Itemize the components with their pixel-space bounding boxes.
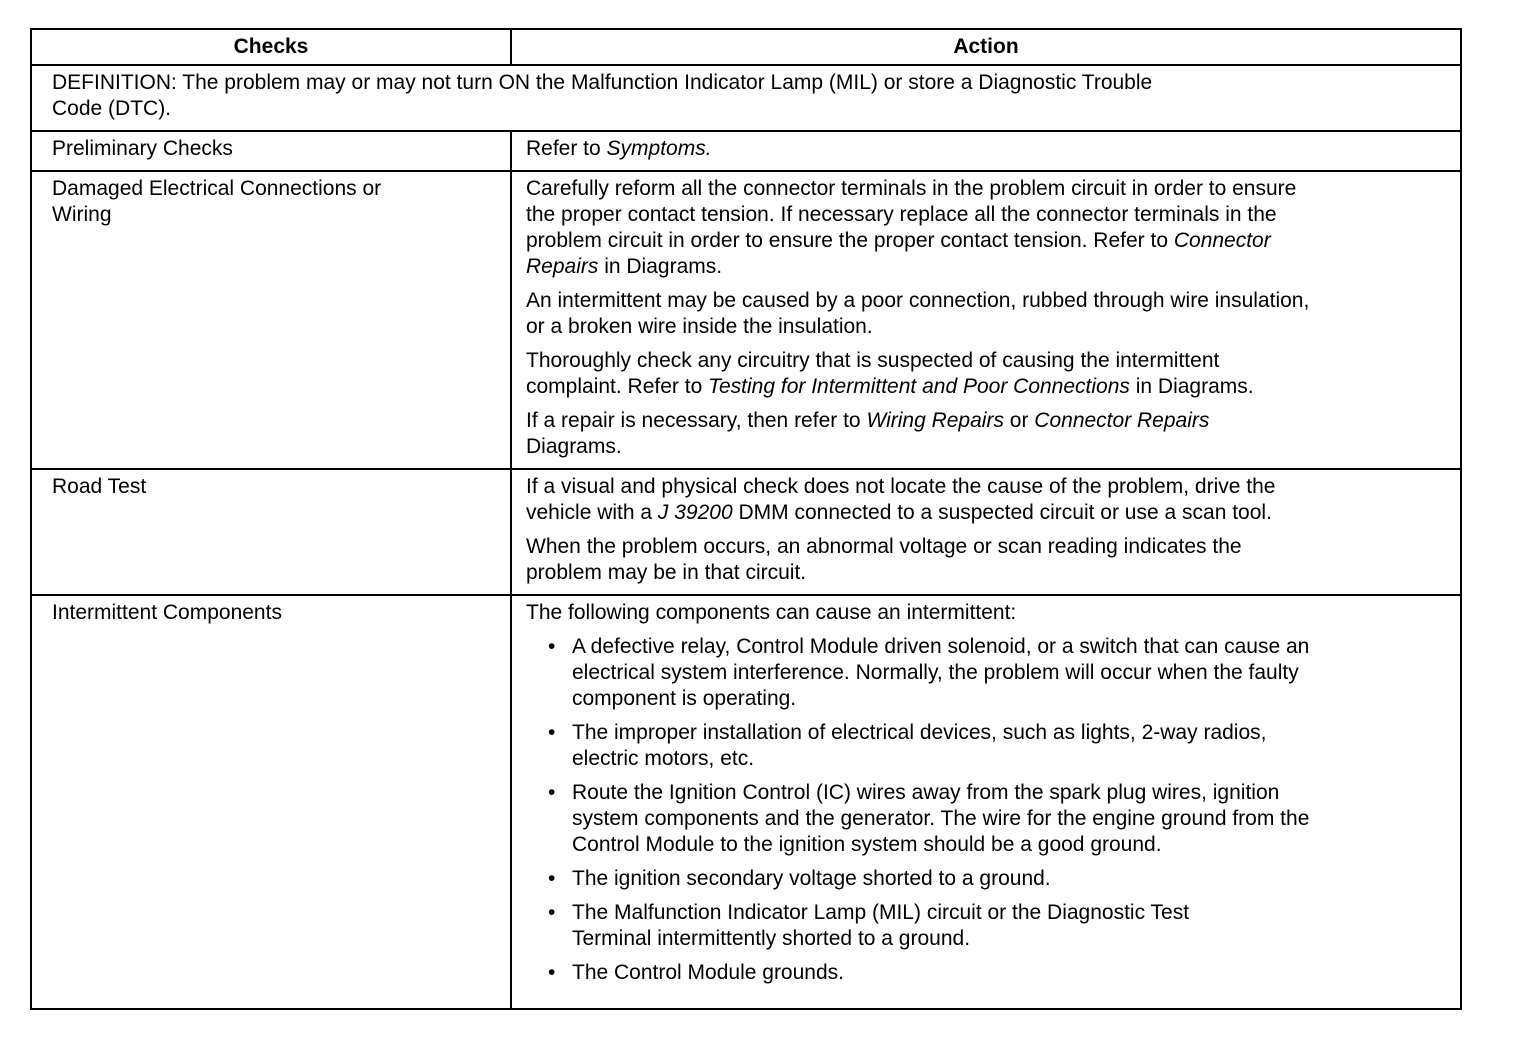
bullet-item	[526, 900, 1452, 952]
bullet-item	[526, 866, 1452, 892]
check-label: Intermittent Components	[52, 601, 282, 624]
action-paragraph	[526, 474, 1452, 526]
header-row	[31, 29, 1461, 65]
reference-text: Symptoms.	[606, 137, 712, 160]
action-text: Thoroughly check any circuitry that is suspected of causing the intermittent complaint. Refer to	[526, 349, 1220, 398]
definition-row	[31, 65, 1461, 131]
bullet-text: The Malfunction Indicator Lamp (MIL) circuit or the Diagnostic Test Terminal intermittently shorted to a ground.	[572, 901, 1190, 950]
action-text: When the problem occurs, an abnormal voltage or scan reading indicates the problem may be in that circuit.	[526, 535, 1242, 584]
table-row	[31, 469, 1461, 595]
bullet-icon: •	[548, 781, 556, 804]
bullet-text: Route the Ignition Control (IC) wires away from the spark plug wires, ignition system components and the generator. The wire for the engine ground from the Control Module to the ignition system should be a good ground.	[572, 781, 1310, 856]
table-row	[31, 131, 1461, 171]
bullet-icon: •	[548, 721, 556, 744]
check-label: Road Test	[52, 475, 147, 498]
action-text: Refer to	[526, 137, 607, 160]
bullet-item	[526, 634, 1452, 712]
action-paragraph	[526, 534, 1452, 586]
reference-text: Testing for Intermittent and Poor Connections	[708, 375, 1130, 398]
bullet-item	[526, 960, 1452, 986]
action-text: An intermittent may be caused by a poor connection, rubbed through wire insulation, or a broken wire inside the insulation.	[526, 289, 1310, 338]
bullet-icon: •	[548, 867, 556, 890]
check-label: Damaged Electrical Connections or Wiring	[52, 177, 382, 226]
reference-text: Connector Repairs	[1034, 409, 1210, 432]
bullet-icon: •	[548, 961, 556, 984]
checks-header: Checks	[31, 29, 511, 65]
action-paragraph	[526, 136, 1452, 162]
bullet-text: The Control Module grounds.	[572, 961, 844, 984]
action-text: If a visual and physical check does not locate the cause of the problem, drive the vehicle with a	[526, 475, 1276, 524]
action-paragraph	[526, 288, 1452, 340]
table-row	[31, 171, 1461, 469]
bullet-icon: •	[548, 635, 556, 658]
diagnostic-table	[30, 28, 1462, 1010]
reference-text: Wiring Repairs	[866, 409, 1004, 432]
action-paragraph	[526, 348, 1452, 400]
reference-text: J 39200	[657, 501, 733, 524]
action-text: DMM connected to a suspected circuit or use a scan tool.	[732, 501, 1272, 524]
bullet-text: The ignition secondary voltage shorted to a ground.	[572, 867, 1051, 890]
action-text: The following components can cause an intermittent:	[526, 601, 1017, 624]
action-text: in Diagrams.	[598, 255, 723, 278]
table-row	[31, 595, 1461, 1009]
bullet-text: The improper installation of electrical devices, such as lights, 2-way radios, electric motors, etc.	[572, 721, 1267, 770]
action-paragraph	[526, 176, 1452, 280]
action-text: or	[1003, 409, 1035, 432]
bullet-text: A defective relay, Control Module driven solenoid, or a switch that can cause an electrical system interference. Normally, the problem will occur when the faulty component is operating.	[572, 635, 1310, 710]
action-text: Carefully reform all the connector terminals in the problem circuit in order to ensure the proper contact tension. If necessary replace all the connector terminals in the problem circuit in order to ensure the proper contact tension. Refer to	[526, 177, 1297, 252]
reference-text: Connector Repairs	[526, 229, 1271, 278]
bullet-item	[526, 720, 1452, 772]
action-paragraph	[526, 600, 1452, 626]
action-paragraph	[526, 408, 1452, 460]
action-header: Action	[511, 29, 1461, 65]
action-text: If a repair is necessary, then refer to	[526, 409, 867, 432]
bullet-icon: •	[548, 901, 556, 924]
bullet-item	[526, 780, 1452, 858]
definition-text: DEFINITION: The problem may or may not turn ON the Malfunction Indicator Lamp (MIL) or store a Diagnostic Trouble Code (DTC).	[52, 71, 1153, 120]
action-text: in Diagrams.	[1129, 375, 1254, 398]
action-text: Diagrams.	[526, 435, 622, 458]
check-label: Preliminary Checks	[52, 137, 233, 160]
